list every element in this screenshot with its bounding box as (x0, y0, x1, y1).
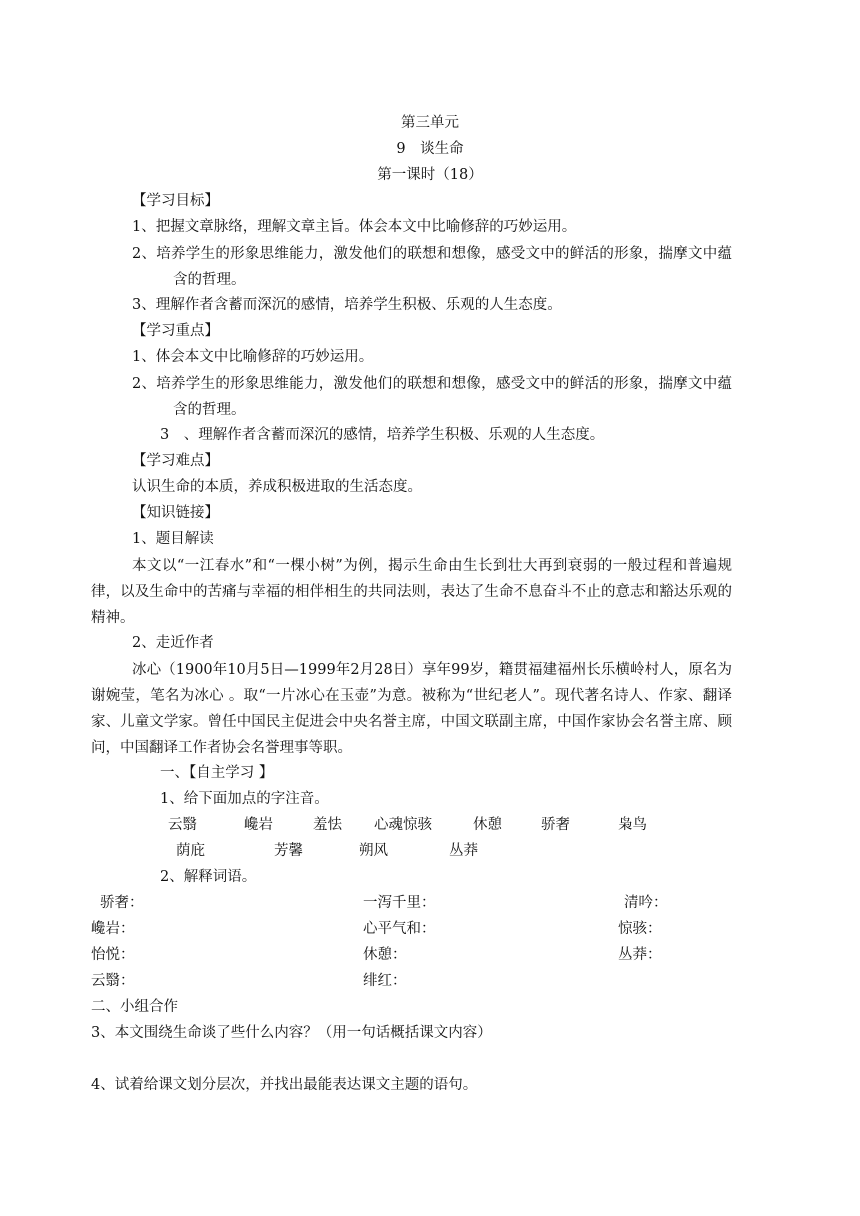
key-point-item: 1、体会本文中比喻修辞的巧妙运用。 (132, 349, 374, 365)
objective-item: 2、培养学生的形象思维能力，激发他们的联想和想像，感受文中的鲜活的形象，揣摩文中蕴含的哲理。 (132, 246, 732, 288)
term-label: 骄奢： (100, 895, 144, 911)
term-label: 惊骇： (618, 921, 662, 937)
difficulties-text: 认识生命的本质，养成积极进取的生活态度。 (132, 479, 422, 495)
author-label: 2、走近作者 (132, 635, 214, 651)
group-heading: 二、小组合作 (91, 999, 178, 1015)
key-point-item: 3 、理解作者含蓄而深沉的感情，培养学生积极、乐观的人生态度。 (160, 427, 605, 443)
author-text: 冰心（1900年10月5日—1999年2月28日）享年99岁，籍贯福建福州长乐横岭村人，原名为谢婉莹，笔名为冰心 。取“一片冰心在玉壶”为意。被称为“世纪老人”。现代著名诗人、作家、翻译家、儿童文学家。曾任中国民主促进会中央名誉主席，中国文联副主席，中国作家协会名誉主席、顾问，中国翻译工作者协会名誉理事等职。 (91, 662, 732, 756)
pinyin-word: 朔风 (359, 843, 388, 859)
objective-item: 1、把握文章脉络，理解文章主旨。体会本文中比喻修辞的巧妙运用。 (132, 219, 577, 235)
pinyin-word: 巉岩 (244, 817, 273, 833)
objectives-heading: 【学习目标】 (132, 193, 219, 209)
title-interpretation-text: 本文以“一江春水”和“一棵小树”为例，揭示生命由生长到壮大再到衰弱的一般过程和普遍规律，以及生命中的苦痛与幸福的相伴相生的共同法则，表达了生命不息奋斗不止的意志和豁达乐观的精神。 (91, 558, 732, 626)
term-label: 清吟： (624, 895, 668, 911)
term-label: 丛莽： (618, 947, 662, 963)
terms-question: 2、解释词语。 (160, 869, 257, 885)
knowledge-heading: 【知识链接】 (132, 505, 219, 521)
pinyin-word: 骄奢 (541, 817, 570, 833)
term-label: 怡悦： (91, 947, 135, 963)
pinyin-word: 休憩 (473, 817, 502, 833)
group-question-3: 3、本文围绕生命谈了些什么内容？（用一句话概括课文内容） (91, 1025, 492, 1041)
pinyin-word: 荫庇 (176, 843, 205, 859)
group-question-4: 4、试着给课文划分层次，并找出最能表达课文主题的语句。 (91, 1077, 478, 1093)
pinyin-question: 1、给下面加点的字注音。 (160, 791, 329, 807)
term-label: 巉岩： (91, 921, 135, 937)
title-interpretation-label: 1、题目解读 (132, 531, 214, 547)
pinyin-word: 羞怯 (313, 817, 342, 833)
pinyin-word: 丛莽 (449, 843, 478, 859)
objective-item: 3、理解作者含蓄而深沉的感情，培养学生积极、乐观的人生态度。 (132, 297, 562, 313)
lesson-title: 9 谈生命 (396, 141, 464, 157)
pinyin-word: 心魂惊骇 (374, 817, 432, 833)
pinyin-word: 枭鸟 (618, 817, 647, 833)
term-label: 一泻千里： (363, 895, 436, 911)
pinyin-word: 云翳 (168, 817, 197, 833)
period-title: 第一课时（18） (377, 167, 483, 183)
unit-title: 第三单元 (401, 115, 459, 131)
term-label: 云翳： (91, 973, 135, 989)
term-label: 心平气和： (363, 921, 436, 937)
key-points-heading: 【学习重点】 (132, 323, 219, 339)
pinyin-word: 芳馨 (274, 843, 303, 859)
term-label: 休憩： (363, 947, 407, 963)
term-label: 绯红： (363, 973, 407, 989)
difficulties-heading: 【学习难点】 (132, 453, 219, 469)
key-point-item: 2、培养学生的形象思维能力，激发他们的联想和想像，感受文中的鲜活的形象，揣摩文中蕴含的哲理。 (132, 376, 732, 418)
self-study-heading: 一、【自主学习 】 (160, 765, 274, 781)
